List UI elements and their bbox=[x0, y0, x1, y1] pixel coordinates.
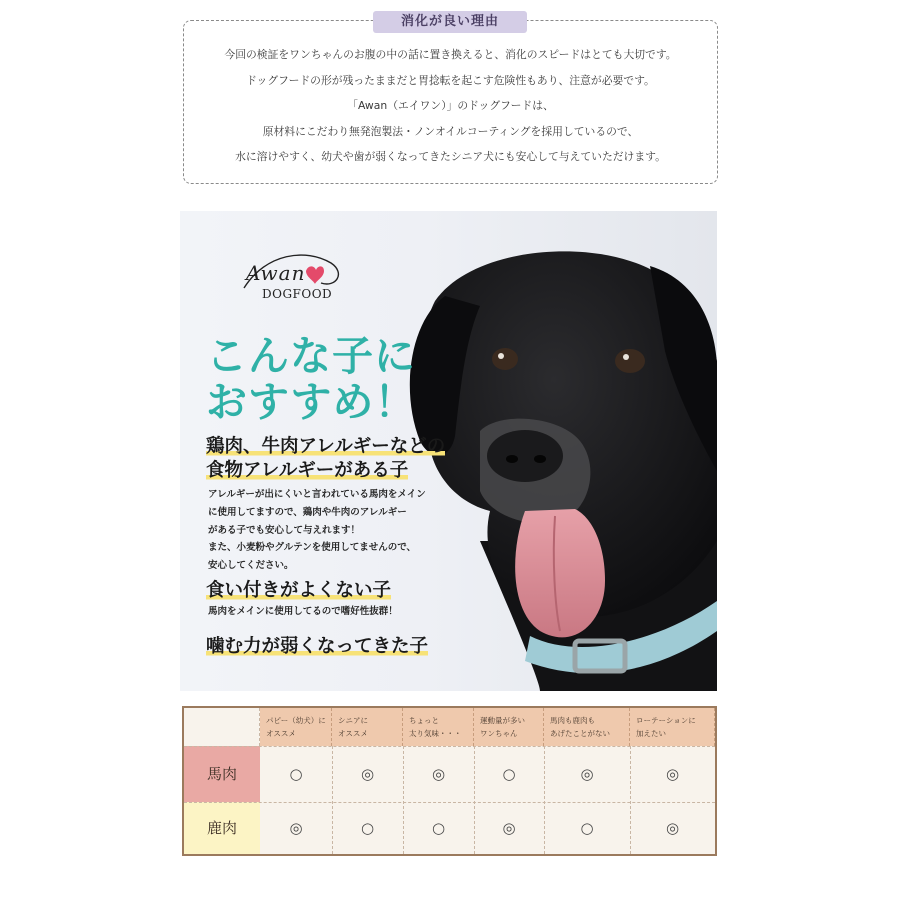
table-header-line: 太り気味・・・ bbox=[409, 729, 462, 738]
table-header-line: 馬肉も鹿肉も bbox=[550, 716, 595, 725]
table-header-line: ローテーションに bbox=[636, 716, 696, 725]
table-row-label: 鹿肉 bbox=[184, 802, 260, 854]
point-1-desc-line: アレルギーが出にくいと言われている馬肉をメイン bbox=[208, 489, 426, 500]
table-header-cell bbox=[260, 708, 332, 746]
table-mark: ◎ bbox=[665, 819, 680, 837]
table-mark: ◎ bbox=[289, 819, 303, 837]
table-col-divider bbox=[630, 746, 631, 854]
table-grid bbox=[184, 708, 715, 854]
recommend-banner bbox=[180, 211, 717, 691]
table-mark: ○ bbox=[580, 819, 594, 837]
digestion-line: 水に溶けやすく、幼犬や歯が弱くなってきたシニア犬にも安心して与えていただけます。 bbox=[235, 150, 666, 163]
table-col-divider bbox=[332, 746, 333, 854]
digestion-line: 原材料にこだわり無発泡製法・ノンオイルコーティングを採用しているので、 bbox=[262, 124, 639, 138]
table-header-line: パピー（幼犬）に bbox=[266, 716, 326, 725]
table-mark: ◎ bbox=[431, 765, 446, 783]
logo-script: Awan bbox=[246, 261, 306, 285]
table-header-line: ちょっと bbox=[409, 716, 439, 725]
table-header-line: 加えたい bbox=[636, 729, 666, 738]
table-mark: ○ bbox=[502, 765, 516, 783]
table-corner bbox=[184, 708, 260, 746]
table-mark: ○ bbox=[289, 765, 303, 783]
point-1-desc-line: がある子でも安心して与えれます！ bbox=[208, 524, 361, 536]
table-row-divider bbox=[184, 746, 715, 747]
headline-line-2: おすすめ！ bbox=[206, 378, 417, 426]
point-2-title: 食い付きがよくない子 bbox=[206, 580, 392, 601]
table-col-divider bbox=[544, 746, 545, 854]
table-col-divider bbox=[474, 746, 475, 854]
table-mark: ◎ bbox=[502, 819, 516, 837]
table-header-cell bbox=[332, 708, 403, 746]
table-header-line: 運動量が多い bbox=[480, 716, 525, 725]
digestion-line: 「Awan（エイワン）」のドッグフードは、 bbox=[347, 99, 554, 112]
table-header-line: オススメ bbox=[266, 729, 296, 738]
logo-subtitle: DOGFOOD bbox=[262, 287, 333, 301]
point-1-desc-line: に使用してますので、鶏肉や牛肉のアレルギー bbox=[208, 506, 407, 518]
table-col-divider bbox=[403, 746, 404, 854]
table-header-cell bbox=[544, 708, 630, 746]
awan-logo bbox=[236, 243, 366, 313]
table-mark: ○ bbox=[431, 819, 446, 837]
table-header-line: あげたことがない bbox=[550, 729, 610, 738]
table-header-cell bbox=[474, 708, 544, 746]
table-mark: ◎ bbox=[665, 765, 680, 783]
table-header-cell bbox=[630, 708, 715, 746]
digestion-title: 消化が良い理由 bbox=[373, 11, 527, 33]
point-2-desc-line: 馬肉をメインに使用してるので嗜好性抜群！ bbox=[208, 606, 398, 617]
table-header-line: ワンちゃん bbox=[480, 729, 518, 738]
point-1-title-line-2: 食物アレルギーがある子 bbox=[206, 460, 409, 481]
table-header-line: オススメ bbox=[338, 729, 368, 738]
point-1-desc bbox=[208, 486, 426, 575]
headline-line-1: こんな子に bbox=[206, 332, 416, 380]
comparison-table bbox=[182, 706, 717, 856]
point-1-desc-line: 安心してください。 bbox=[208, 560, 294, 572]
table-row-label: 馬肉 bbox=[184, 746, 260, 802]
table-header-cell bbox=[403, 708, 474, 746]
point-3-title: 噛む力が弱くなってきた子 bbox=[206, 636, 429, 657]
table-mark: ◎ bbox=[580, 765, 594, 783]
table-row-divider bbox=[184, 802, 715, 803]
table-mark: ◎ bbox=[360, 765, 375, 783]
point-2-desc bbox=[208, 603, 398, 621]
table-header-line: シニアに bbox=[338, 716, 368, 725]
point-1-desc-line: また、小麦粉やグルテンを使用してませんので、 bbox=[208, 542, 417, 554]
digestion-line: 今回の検証をワンちゃんのお腹の中の話に置き換えると、消化のスピードはとても大切です。 bbox=[224, 48, 677, 61]
digestion-text bbox=[183, 42, 718, 170]
point-1-title-line-1: 鶏肉、牛肉アレルギーなどの bbox=[206, 436, 446, 457]
table-mark: ○ bbox=[360, 819, 375, 837]
digestion-line: ドッグフードの形が残ったままだと胃捻転を起こす危険性もあり、注意が必要です。 bbox=[246, 73, 655, 87]
